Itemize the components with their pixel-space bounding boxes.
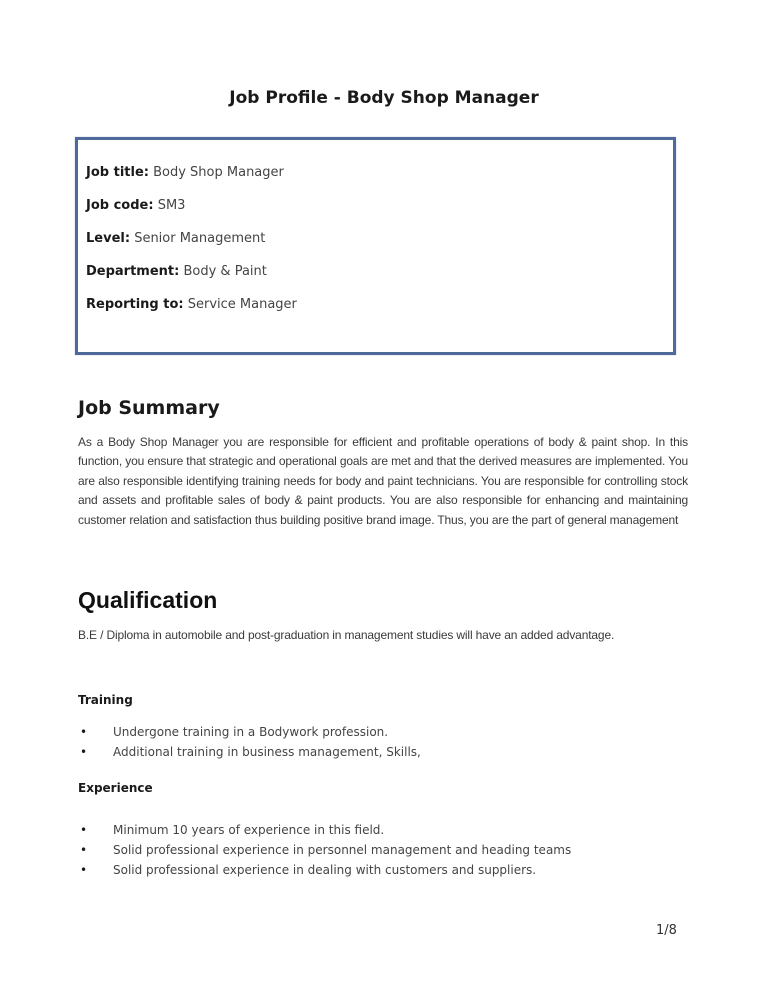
info-value: Senior Management	[134, 231, 266, 246]
info-value: SM3	[157, 198, 186, 213]
info-row-level	[86, 231, 265, 246]
list-item-text: Solid professional experience in dealing with customers and suppliers.	[113, 863, 537, 877]
bullet-icon: •	[80, 745, 88, 759]
training-heading: Training	[78, 693, 133, 707]
list-item-text: Minimum 10 years of experience in this field.	[113, 823, 385, 837]
qualification-heading: Qualification	[78, 587, 218, 613]
info-row-job-title	[86, 165, 284, 180]
bullet-icon: •	[80, 843, 88, 857]
info-value: Service Manager	[187, 297, 297, 312]
info-row-reporting-to	[86, 297, 297, 312]
job-info-box	[75, 137, 676, 355]
info-label: Job title:	[86, 165, 149, 180]
page-title: Job Profile - Body Shop Manager	[229, 88, 539, 108]
list-item-text: Solid professional experience in personnel management and heading teams	[113, 843, 572, 857]
bullet-icon: •	[80, 823, 88, 837]
info-value: Body & Paint	[183, 264, 267, 279]
experience-heading: Experience	[78, 781, 153, 795]
info-label: Level:	[86, 231, 131, 246]
bullet-icon: •	[80, 725, 88, 739]
info-value: Body Shop Manager	[153, 165, 284, 180]
qualification-text: B.E / Diploma in automobile and post-graduation in management studies will have an added advantage.	[78, 628, 615, 642]
page-number: 1/8	[656, 923, 677, 938]
info-row-job-code	[86, 198, 185, 213]
info-row-department	[86, 264, 267, 279]
bullet-icon: •	[80, 863, 88, 877]
job-summary-heading: Job Summary	[78, 397, 220, 419]
info-label: Reporting to:	[86, 297, 184, 312]
info-label: Department:	[86, 264, 180, 279]
list-item-text: Undergone training in a Bodywork profession.	[113, 725, 389, 739]
info-label: Job code:	[86, 198, 154, 213]
list-item-text: Additional training in business management, Skills,	[113, 745, 421, 759]
job-summary-text: As a Body Shop Manager you are responsible for efficient and profitable operations of body & paint shop. In this function, you ensure that strategic and operational goals are met and that the derived measures are implemented. You are also responsible identifying training needs for body and paint technicians. You are responsible for controlling stock and assets and profitable sales of body & paint products. You are also responsible for enhancing and maintaining customer relation and satisfaction thus building positive brand image. Thus, you are the part of general management	[78, 435, 688, 527]
